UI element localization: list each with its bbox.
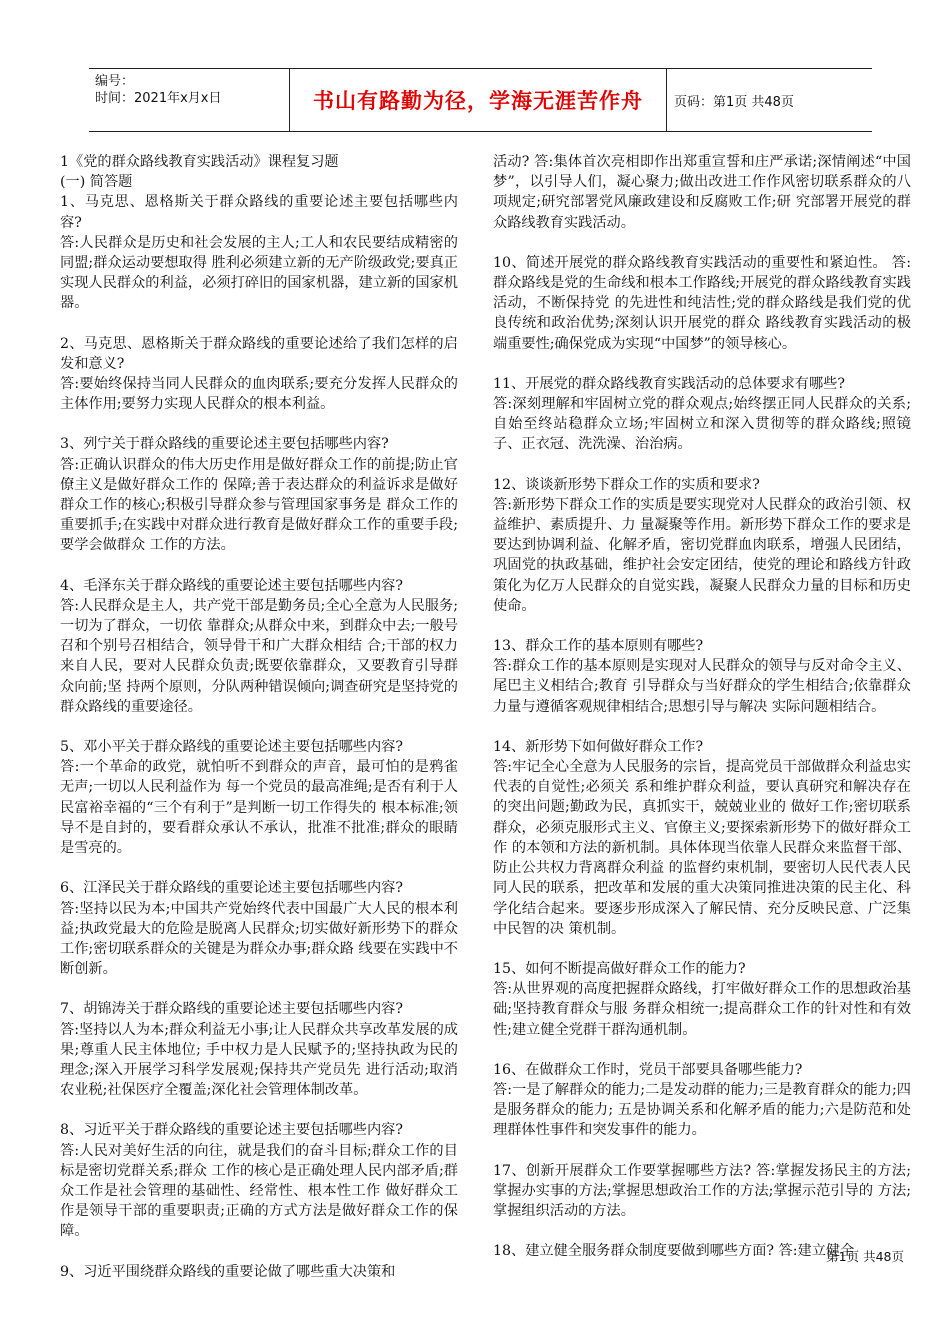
qa-block: 7、胡锦涛关于群众路线的重要论述主要包括哪些内容? 答:坚持以人为本;群众利益无小事;让人民群众共享改革发展的成果;尊重人民主体地位; 手中权力是人民赋予的;坚持执政为民的理念;深入开展学习科学发展观;保持共产党员先 进行活动;取消农业税;社保医疗全覆盖;深化社会管理体制改革。 [60,1001,458,1099]
qa-block: 15、如何不断提高做好群众工作的能力? 答:从世界观的高度把握群众路线，打牢做好群众工作的思想政治基础;坚持教育群众与服 务群众相统一;提高群众工作的针对性和有效性;建立健全党群干群沟通机制。 [493,960,911,1038]
time-label: 时间：2021年x月x日 [95,91,222,106]
qa-block: 8、习近平关于群众路线的重要论述主要包括哪些内容? 答:人民对美好生活的向往，就是我们的奋斗目标;群众工作的目标是密切党群关系;群众 工作的核心是正确处理人民内部矛盾;群众工作是社会管理的基础性、经常性、根本性工作 做好群众工作是领导干部的重要职责;正确的方式方法是做好群众工作的保障。 [60,1122,458,1240]
left-column [60,152,458,1302]
document-title: 1《党的群众路线教育实践活动》课程复习题 [60,154,339,170]
qa-block: 18、建立健全服务群众制度要做到哪些方面? 答:建立健全 [493,1243,855,1260]
qa-block: 10、简述开展党的群众路线教育实践活动的重要性和紧迫性。 答:群众路线是党的生命线和根本工作路线;开展党的群众路线教育实践活动，不断保持党 的先进性和纯洁性;党的群众路线是我们党的优良传统和政治优势;深刻认识开展党的群众 路线教育实践活动的极端重要性;确保党成为实现“中国梦”的领导核心。 [493,254,911,352]
header-table [89,68,872,132]
qa-block: 6、江泽民关于群众路线的重要论述主要包括哪些内容? 答:坚持以民为本;中国共产党始终代表中国最广大人民的根本利益;执政党最大的危险是脱离人民群众;切实做好新形势下的群众工作;密切联系群众的关键是为群众办事;群众路 线要在实践中不断创新。 [60,880,458,978]
section-heading: (一) 简答题 [60,174,133,191]
qa-block: 活动? 答:集体首次亮相即作出郑重宣誓和庄严承诺;深情阐述“中国梦”，以引导人们，凝心聚力;做出改进工作作风密切联系群众的八项规定;研究部署党风廉政建设和反腐败工作;研 究部署开展党的群众路线教育实践活动。 [493,154,911,231]
qa-block: 3、列宁关于群众路线的重要论述主要包括哪些内容? 答:正确认识群众的伟大历史作用是做好群众工作的前提;防止官僚主义是做好群众工作的 保障;善于表达群众的利益诉求是做好群众工作的核心;积极引导群众参与管理国家事务是 群众工作的重要抓手;在实践中对群众进行教育是做好群众工作的重要手段;要学会做群众 工作的方法。 [60,436,458,554]
qa-block: 11、开展党的群众路线教育实践活动的总体要求有哪些? 答:深刻理解和牢固树立党的群众观点;始终摆正同人民群众的关系;自始至终站稳群众立场;牢固树立和深入贯彻等的群众路线;照镜子、正衣冠、洗洗澡、治治病。 [493,375,911,453]
number-label: 编号： [95,74,135,89]
qa-block: 16、在做群众工作时，党员干部要具备哪些能力? 答:一是了解群众的能力;二是发动群的能力;三是教育群众的能力;四是服务群众的能力; 五是协调关系和化解矛盾的能力;六是防范和处理群体性事件和突发事件的能力。 [493,1061,911,1139]
header-meta [89,69,289,131]
right-blocks [493,152,911,1261]
qa-block: 9、习近平围绕群众路线的重要论做了哪些重大决策和 [60,1263,396,1280]
page-footer: 第1页 共48页 [826,1249,904,1264]
left-blocks [60,192,458,1281]
qa-block: 12、谈谈新形势下群众工作的实质和要求? 答:新形势下群众工作的实质是要实现党对人民群众的政治引领、权益维护、素质提升、力 量凝聚等作用。新形势下群众工作的要求是要达到协调利益、化解矛盾，密切党群血肉联系，增强人民团结，巩固党的执政基础，维护社会安定团结，使党的理论和路线方针政策化为亿万人民群众的自觉实践，凝聚人民群众力量的目标和历史使命。 [493,476,911,614]
qa-block: 5、邓小平关于群众路线的重要论述主要包括哪些内容? 答:一个革命的政党，就怕听不到群众的声音，最可怕的是鸦雀无声;一切以人民利益作为 每一个党员的最高准绳;是否有利于人民富裕幸福的“三个有利于”是判断一切工作得失的 根本标准;领导不是自封的，要看群众承认不承认，批准不批准;群众的眼睛是雪亮的。 [60,739,458,857]
qa-block: 14、新形势下如何做好群众工作? 答:牢记全心全意为人民服务的宗旨，提高党员干部做群众利益忠实代表的自觉性;必须关 系和维护群众利益，要认真研究和解决存在的突出问题;勤政为民，真抓实干，兢兢业业的 做好工作;密切联系群众，必须克服形式主义、官僚主义;要探索新形势下的做好群众工作 的本领和方法的新机制。具体体现当依靠人民群众来监督干部、防止公共权力背离群众利益 的监督约束机制，要密切人民代表人民同人民的联系，把改革和发展的重大决策同推进决策的民主化、科学化结合起来。要逐步形成深入了解民情、充分反映民意、广泛集中民智的决 策机制。 [493,738,911,937]
qa-block: 1、马克思、恩格斯关于群众路线的重要论述主要包括哪些内容? 答:人民群众是历史和社会发展的主人;工人和农民要结成精密的同盟;群众运动要想取得 胜利必须建立新的无产阶级政党;要真正实现人民群众的利益，必须打碎旧的国家机器，建立新的国家机器。 [60,194,458,312]
qa-block: 2、马克思、恩格斯关于群众路线的重要论述给了我们怎样的启发和意义? 答:要始终保持当同人民群众的血肉联系;要充分发挥人民群众的主体作用;要努力实现人民群众的根本利益。 [60,335,458,413]
qa-block: 4、毛泽东关于群众路线的重要论述主要包括哪些内容? 答:人民群众是主人，共产党干部是勤务员;全心全意为人民服务;一切为了群众，一切依 靠群众;从群众中来，到群众中去;一般号召和个别号召相结合，领导骨干和广大群众相结 合;干部的权力来自人民，要对人民群众负责;既要依靠群众，又要教育引导群众向前;坚 持两个原则，分队两种错误倾向;调查研究是坚持党的群众路线的重要途径。 [60,577,458,715]
motto: 书山有路勤为径，学海无涯苦作舟 [313,89,643,113]
page-label: 页码：第1页 共48页 [674,94,794,110]
right-column [493,152,911,1281]
qa-block: 17、创新开展群众工作要掌握哪些方法? 答:掌握发扬民主的方法;掌握办实事的方法;掌握思想政治工作的方法;掌握示范引导的 方法;掌握组织活动的方法。 [493,1162,911,1219]
header-motto-cell [289,69,667,131]
qa-block: 13、群众工作的基本原则有哪些? 答:群众工作的基本原则是实现对人民群众的领导与反对命令主义、尾巴主义相结合;教育 引导群众与当好群众的学生相结合;依靠群众力量与遵循客观规律相结合;思想引导与解决 实际问题相结合。 [493,638,911,715]
header-page-cell [666,69,872,131]
